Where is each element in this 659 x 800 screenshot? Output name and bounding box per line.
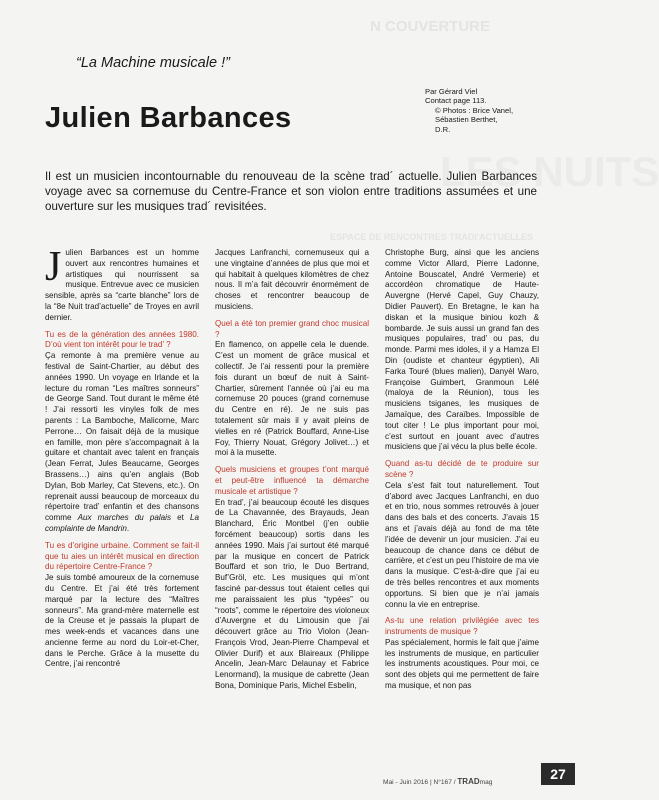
paragraph: Cela s’est fait tout naturellement. Tout d’abord avec Jacques Lanfranchi, en duo et en trio, nous sommes retrouvés à jouer dans des bals et des concerts. J’avais 15 ans et j’avais déjà au fond de ma tête l’idée de devenir un jour musicien. J’ai eu beaucoup de chance dans ce début de carrière, et c’est un peu l’histoire de ma vie dans la musique. C’est-à-dire que j’ai eu de très belles rencontres et aux moments opportuns. Si bien que je n’ai jamais connu la vie en entreprise.: [385, 480, 539, 609]
question: Quel a été ton premier grand choc musical ?: [215, 318, 369, 339]
question: Tu es d’origine urbaine. Comment se fait-il que tu aies un intérêt musical en direction du répertoire Centre-France ?: [45, 540, 199, 572]
credit-line: Contact page 113.: [425, 96, 487, 106]
credit-line: Sébastien Berthet,: [435, 115, 498, 125]
paragraph: En flamenco, on appelle cela le duende. C’est un moment de grâce musical et collectif. Je l’ai ressenti pour la première fois durant un bœuf de nuit à Saint-Chartier, sûrement l’année où j’ai eu ma cornemuse 20 pouces (grand cornemuse du Centre en ré). Je ne suis pas totalement sûr mais il y avait pleins de vielles en ré (Patrick Bouffard, Anne-Lise Foy, Thierry Nouat, Grégory Jolivet…) et moi à la musette.: [215, 340, 369, 458]
question: Quand as-tu décidé de te produire sur scène ?: [385, 459, 539, 479]
article-credits: [425, 87, 545, 134]
background-print-1: N COUVERTURE: [370, 18, 491, 35]
paragraph: [45, 244, 199, 324]
background-print-2: LES NUITS: [440, 148, 659, 195]
paragraph: Christophe Burg, ainsi que les anciens comme Victor Allard, Pierre Ladonne, Antoine Bouscatel, André Vermerie) et accordéon chromatique de Haute-Auvergne (Hervé Capel, Guy Chauzy, Didier Pauvert). En Bretagne, le kan ha diskan et la musique biniou kozh & bombarde. Je suis aussi un grand fan des musiques populaires, trad’ ou pas, du monde. Parmi mes idoles, il y a Hamza El Din (oudiste et chanteur égyptien), Ali Farka Touré (blues malien), Danyèl Waro, Françoise Guimbert, Granmoun Lélé (maloya de la Réunion), tous les musiciens tsiganes, les musiques de Jamaïque, des Caraïbes. Impossible de tout citer ! Le plus important pour moi, c’est surtout en jouant avec d’autres musiciens que j’ai vécu la plus belle école.: [385, 248, 539, 452]
paragraph: Pas spécialement, hormis le fait que j’aime les instruments de musique, en particulier les instruments acoustiques. Pour moi, ce sont des objets qui me permettent de faire ma musique, et non pas: [385, 637, 539, 691]
issue-number: N°167: [433, 779, 452, 786]
column-1: [45, 244, 199, 670]
credit-line: © Photos : Brice Vanel,: [435, 105, 514, 115]
article-lead: Il est un musicien incontournable du renouveau de la scène trad´ actuelle. Julien Barbances voyage avec sa cornemuse du Centre-France et son violon entre traditions assumées et une ouverture sur les musiques trad´ revisitées.: [45, 170, 537, 213]
song-title: La complainte de Mandrin: [45, 513, 199, 533]
credit-line: Par Gérard Viel: [425, 87, 478, 96]
page-footer: Mai - Juin 2016 | N°167 / TRADmag: [383, 777, 493, 786]
background-print-3: ESPACE DE RENCONTRES TRADI'ACTUELLES: [330, 232, 533, 242]
song-title: Aux marches du palais: [77, 513, 172, 523]
paragraph: Je suis tombé amoureux de la cornemuse du Centre. Et j’ai été très fortement marqué par la lecture des “Maîtres sonneurs”. Ma grand-mère maternelle est de la Creuse et je passais la plupart de mes week-ends et vacances dans une ancienne ferme au nord du Loir-et-Cher, dans le Perche. Grâce à la musette du Centre, j’ai rencontré: [45, 573, 199, 669]
paragraph-text: ulien Barbances est un homme ouvert aux rencontres humaines et artistiques qui nourrissent sa musique. Entrevue avec ce musicien sensible, après sa “carte blanche” lors de la “8e Nuit trad’actuelle” de Troyes en avril dernier.: [45, 248, 199, 322]
paragraph: Jacques Lanfranchi, cornemuseux qui a une vingtaine d’années de plus que moi et qui habitait à quelques kilomètres de chez nous. Il m’a fait découvrir énormément de choses et rencontrer beaucoup de musiciens.: [215, 248, 369, 311]
issue-date: Mai - Juin 2016: [383, 779, 429, 786]
paragraph: [45, 351, 199, 535]
article-kicker: “La Machine musicale !”: [76, 55, 230, 71]
magazine-logo: TRAD: [457, 777, 480, 786]
question: Tu es de la génération des années 1980. D’où vient ton intérêt pour le trad’ ?: [45, 329, 199, 350]
column-3: [385, 248, 539, 692]
paragraph: En trad’, j’ai beaucoup écouté les disques de La Chavannée, des Brayauds, Jean Blanchard, Éric Montbel (j’en oublie forcément beaucoup) sortis dans les années 1990. Mais j’ai surtout été marqué par la musique en concert de Patrick Bouffard et son trio, le Duo Bertrand, Buf’Gröl, etc. Les musiques qui m’ont fasciné par-dessus tout étaient celles qui me paraissaient les plus “typées” ou “roots”, comme le répertoire des violoneux d’Auvergne et du Limousin que j’ai découvert grâce au Trio Violon (Jean-François Vrod, Jean-Pierre Champeval et Olivier Durif) et aux Blaireaux (Philippe Ancelin, Jean-Marc Delaunay et Fabrice Lenormand), la musique de cabrette (Jean Bona, Dominique Paris, Michel Esbelin,: [215, 497, 369, 691]
paragraph-text: .: [126, 523, 130, 533]
credit-line: D.R.: [435, 124, 451, 134]
column-2: [215, 248, 369, 692]
paragraph-text: Ça remonte à ma première venue au festival de Saint-Chartier, au début des années 1990. Un voyage en Irlande et la lecture du roman “Les maîtres sonneurs” de George Sand. Tout durant le même été ! J’ai ressorti les vinyles folk de mes parents : La Bamboche, Malicorne, Marc Perrone… On faisait déjà de la musique en famille, mon père s’accompagnait à la guitare et chantait avec talent en français (Jean Ferrat, Jules Beaucarne, Georges Brassens…) ains qu’en anglais (Bob Dylan, Bob Marley, Cat Stevens, etc.). On reprenait aussi beaucoup de morceaux du répertoire trad’ enfantin et des chansons comme: [45, 351, 199, 523]
drop-cap: J: [45, 244, 62, 290]
paragraph-text: et: [171, 513, 190, 523]
article-title: Julien Barbances: [45, 102, 292, 134]
magazine-logo-suffix: mag: [479, 779, 493, 786]
question: Quels musiciens et groupes t’ont marqué et peut-être influencé ta démarche musicale et artistique ?: [215, 465, 369, 496]
question: As-tu une relation privilégiée avec tes instruments de musique ?: [385, 616, 539, 637]
page-number: 27: [541, 763, 575, 785]
